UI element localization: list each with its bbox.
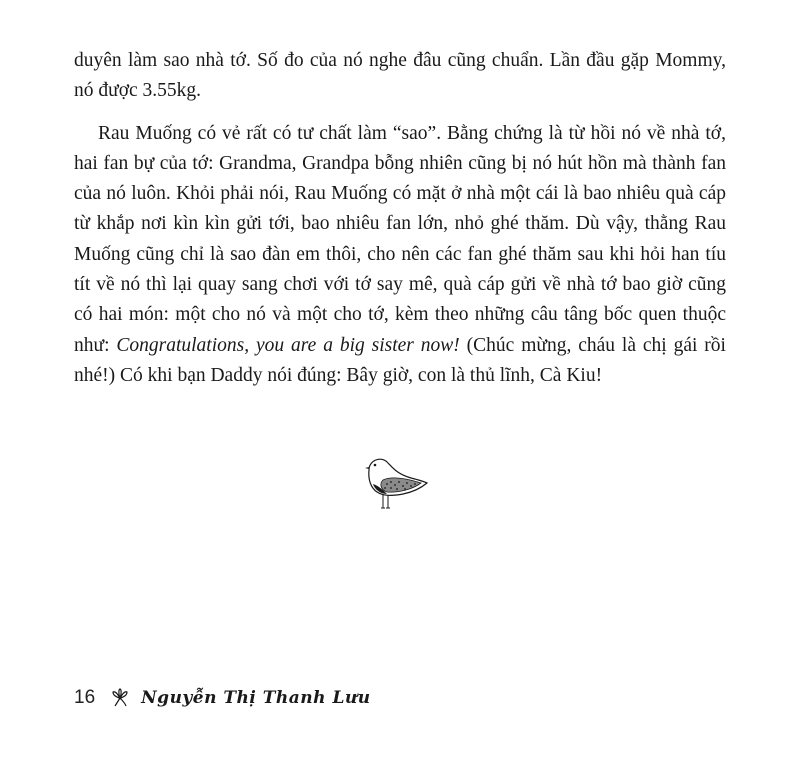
bird-illustration-icon bbox=[355, 448, 435, 518]
paragraph-1: duyên làm sao nhà tớ. Số đo của nó nghe đâu cũng chuẩn. Lần đầu gặp Mommy, nó được 3.55kg. bbox=[74, 50, 726, 102]
author-name: Nguyễn Thị Thanh Lưu bbox=[141, 688, 371, 708]
paragraph-2-text-end: (Chúc mừng, cháu là chị gái rồi nhé!) Có khi bạn Daddy nói đúng: Bây giờ, con là thủ lĩnh, Cà Kiu! bbox=[74, 334, 726, 386]
paragraph-2 bbox=[74, 119, 726, 392]
page-footer bbox=[74, 683, 371, 713]
paragraph-2-italic-quote: Congratulations, you are a big sister now! bbox=[116, 334, 460, 356]
body-text bbox=[74, 46, 726, 391]
page-number: 16 bbox=[74, 687, 96, 708]
paragraph-2-text-start: Rau Muống có vẻ rất có tư chất làm “sao”. Bằng chứng là từ hồi nó về nhà tớ, hai fan bự của tớ: Grandma, Grandpa bỗng nhiên cũng bị nó hút hồn mà thành fan của nó luôn. Khỏi phải nói, Rau Muống có mặt ở nhà một cái là bao nhiêu quà cáp từ khắp nơi kìn kìn gửi tới, bao nhiêu fan lớn, nhỏ ghé thăm. Dù vậy, thằng Rau Muống cũng chỉ là sao đàn em thôi, cho nên các fan ghé thăm sau khi hỏi han tíu tít về nó thì lại quay sang chơi với tớ say mê, quà cáp gửi về nhà tớ bao giờ cũng có hai món: một cho nó và một cho tớ, kèm theo những câu tâng bốc quen thuộc như: bbox=[74, 122, 726, 356]
flower-ornament-icon bbox=[109, 687, 131, 709]
